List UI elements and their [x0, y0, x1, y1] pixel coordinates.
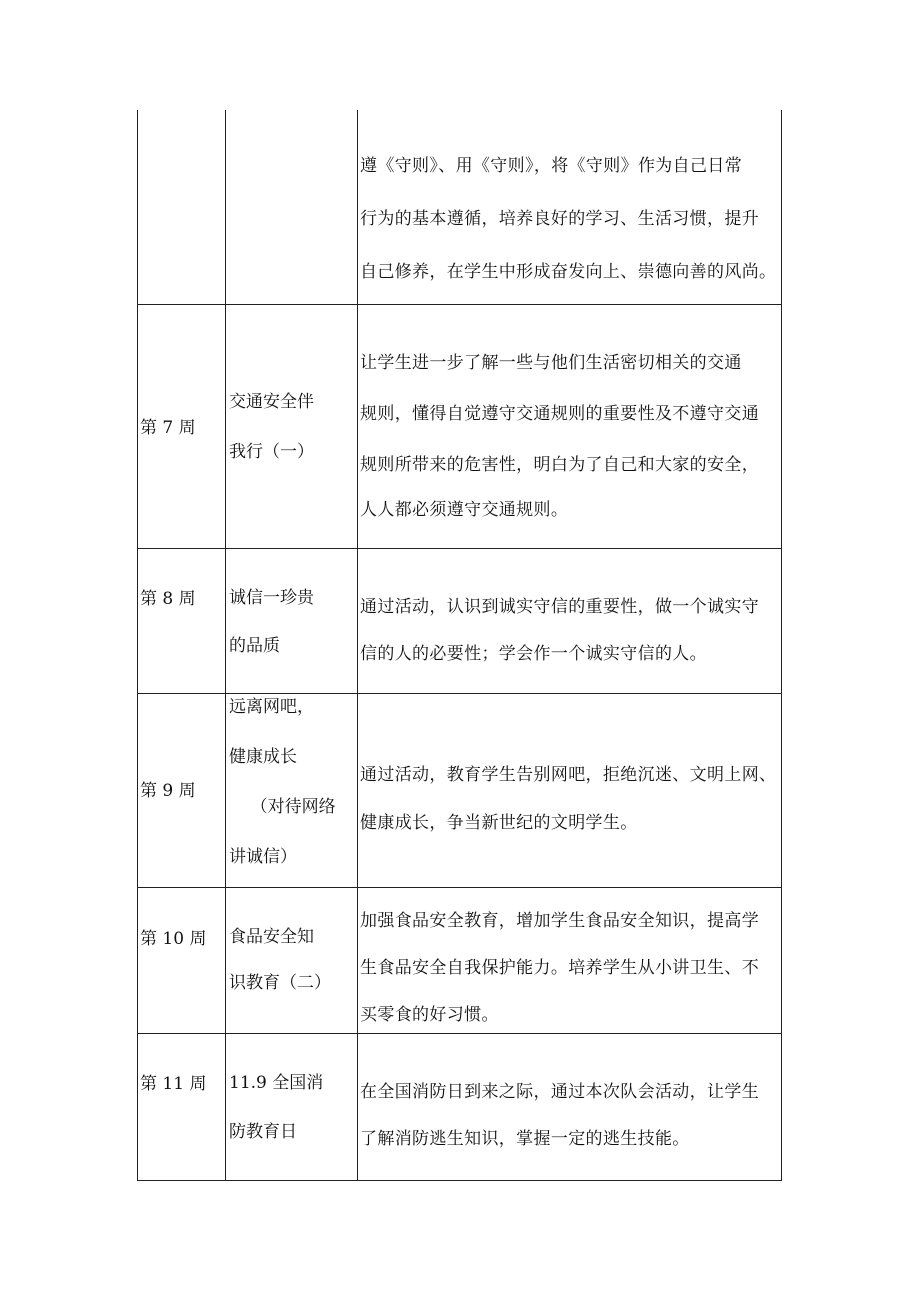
- table-row: [137, 693, 781, 887]
- description-line: 人人都必须遵守交通规则。: [360, 500, 569, 520]
- description-cell: [357, 1033, 781, 1180]
- description-line: 规则，懂得自觉遵守交通规则的重要性及不遵守交通: [360, 404, 760, 424]
- table-row: [137, 1033, 781, 1180]
- table-row: [137, 548, 781, 693]
- description-cell: [357, 693, 781, 887]
- description-line: 规则所带来的危害性，明白为了自己和大家的安全，: [360, 455, 760, 475]
- week-cell: [137, 693, 225, 887]
- topic-cell: [225, 548, 357, 693]
- table-border-right: [781, 110, 782, 1181]
- week-label: 第 10 周: [140, 929, 207, 949]
- week-label: 第 7 周: [140, 418, 196, 438]
- description-cell: [357, 548, 781, 693]
- week-cell: [137, 887, 225, 1033]
- topic-line: 讲诚信）: [229, 847, 297, 867]
- description-line: 在全国消防日到来之际，通过本次队会活动，让学生: [360, 1082, 760, 1102]
- week-label: 第 11 周: [140, 1074, 207, 1094]
- topic-line: 诚信一珍贵: [229, 588, 314, 608]
- topic-line: 防教育日: [229, 1122, 297, 1142]
- week-label: 第 9 周: [140, 781, 196, 801]
- description-cell: [357, 110, 781, 304]
- topic-line: 交通安全伴: [229, 392, 314, 412]
- topic-cell: [225, 304, 357, 548]
- description-line: 信的人的必要性；学会作一个诚实守信的人。: [360, 644, 707, 664]
- topic-line: 的品质: [229, 636, 280, 656]
- topic-line: 识教育（二）: [229, 973, 331, 993]
- topic-line: （对待网络: [229, 797, 336, 817]
- week-cell: [137, 304, 225, 548]
- description-line: 了解消防逃生知识，掌握一定的逃生技能。: [360, 1129, 690, 1149]
- table-border-bottom: [137, 1180, 782, 1181]
- description-cell: [357, 304, 781, 548]
- topic-line: 远离网吧，: [229, 697, 314, 717]
- description-line: 通过活动，认识到诚实守信的重要性，做一个诚实守: [360, 597, 760, 617]
- topic-cell: [225, 887, 357, 1033]
- topic-cell: [225, 693, 357, 887]
- description-line: 通过活动，教育学生告别网吧，拒绝沉迷、文明上网、: [360, 765, 777, 785]
- week-label: 第 8 周: [140, 589, 196, 609]
- description-line: 自己修养，在学生中形成奋发向上、崇德向善的风尚。: [360, 262, 777, 282]
- table-row: [137, 110, 781, 304]
- topic-line: 食品安全知: [229, 927, 314, 947]
- description-line: 生食品安全自我保护能力。培养学生从小讲卫生、不: [360, 958, 760, 978]
- week-cell: [137, 548, 225, 693]
- topic-line: 健康成长: [229, 747, 297, 767]
- description-line: 买零食的好习惯。: [360, 1005, 499, 1025]
- description-line: 让学生进一步了解一些与他们生活密切相关的交通: [360, 353, 742, 373]
- description-line: 加强食品安全教育，增加学生食品安全知识，提高学: [360, 911, 760, 931]
- topic-cell: [225, 1033, 357, 1180]
- description-line: 遵《守则》、用《守则》，将《守则》作为自己日常: [360, 156, 743, 176]
- table-row: [137, 887, 781, 1033]
- topic-line: 11.9 全国消: [229, 1073, 324, 1093]
- description-line: 行为的基本遵循，培养良好的学习、生活习惯，提升: [360, 209, 760, 229]
- table-row: [137, 304, 781, 548]
- topic-line: 我行（一）: [229, 442, 314, 462]
- week-cell: [137, 1033, 225, 1180]
- description-cell: [357, 887, 781, 1033]
- description-line: 健康成长，争当新世纪的文明学生。: [360, 813, 638, 833]
